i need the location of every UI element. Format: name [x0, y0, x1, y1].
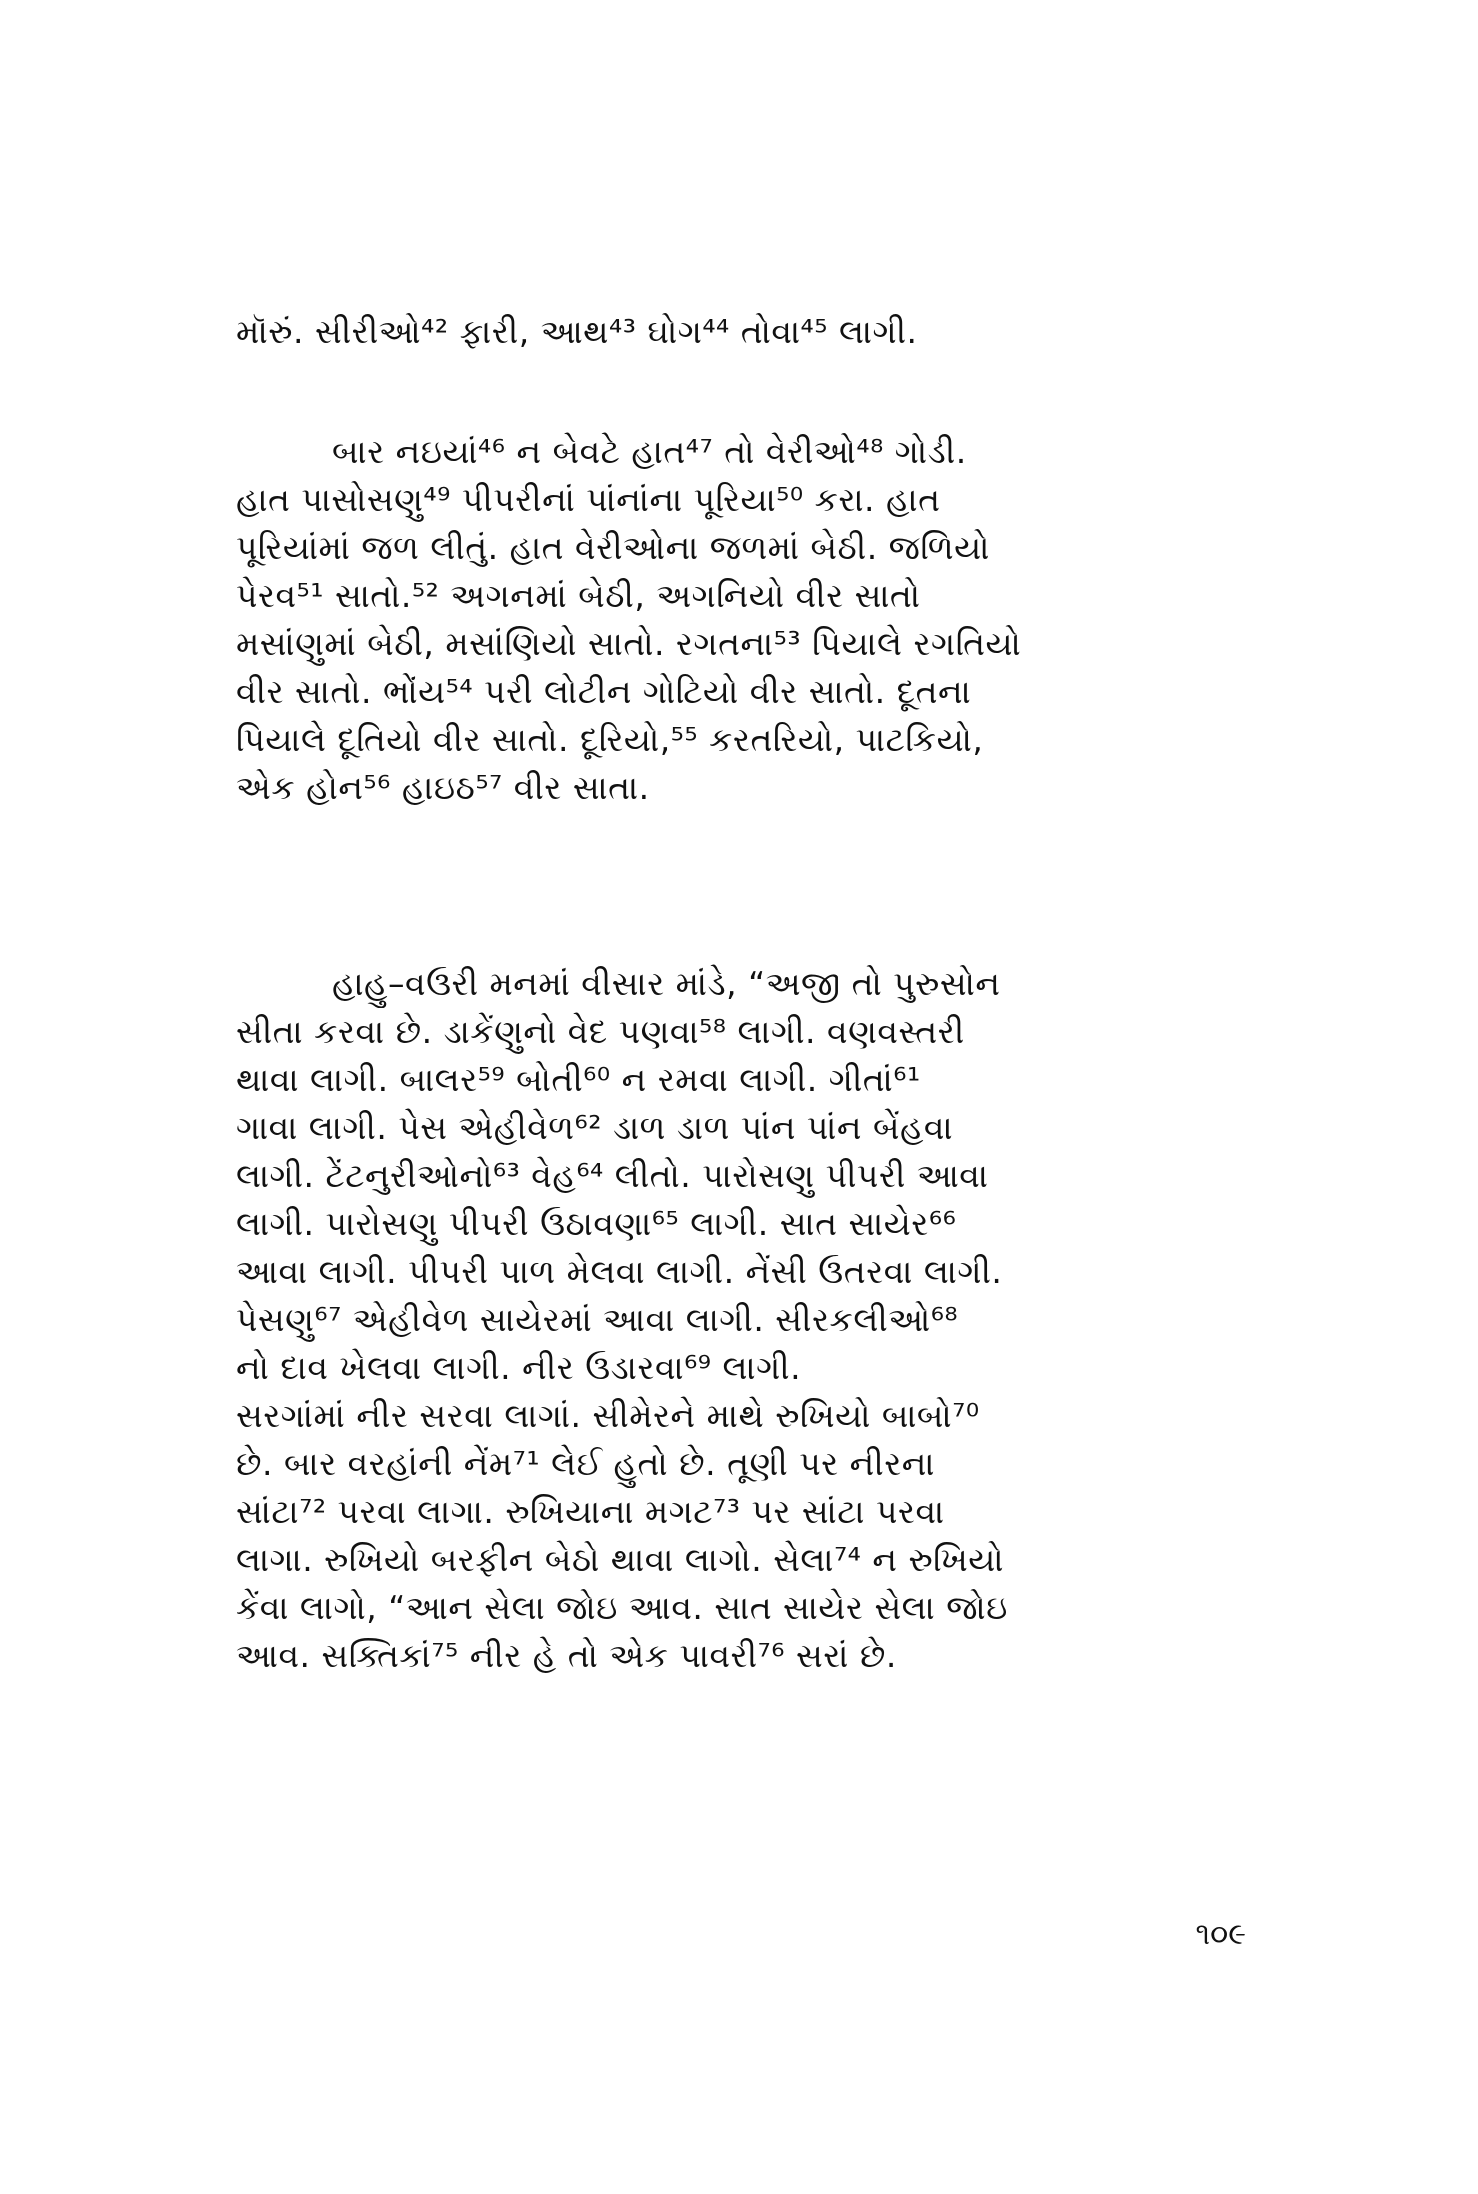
paragraph-line: નો દાવ ખેલવા લાગી. નીર ઉડારવા⁶⁹ લાગી. [236, 1348, 802, 1387]
paragraph-line: એક હોન⁵⁶ હાઇઠ⁵⁷ વીર સાતા. [236, 768, 650, 807]
paragraph-line: પૂરિયાંમાં જળ લીતું. હાત વેરીઓના જળમાં બેઠી. જળિયો [236, 528, 990, 567]
paragraph-line: હાહુ–વઉરી મનમાં વીસાર માંડે, “અજી તો પુરુસોન [332, 964, 1001, 1003]
paragraph-1 [236, 308, 1246, 356]
paragraph-line: પેસણુ⁶⁷ એહીવેળ સાયેરમાં આવા લાગી. સીરકલીઓ⁶⁸ [236, 1300, 959, 1339]
paragraph-line: લાગી. પારોસણુ પીપરી ઉઠાવણા⁶⁵ લાગી. સાત સાયેર⁶⁶ [236, 1204, 957, 1243]
paragraph-line: છે. બાર વરહાંની નેંમ⁷¹ લેઈ હુતો છે. તૂણી પર નીરના [236, 1444, 935, 1483]
paragraph-line: મૉરું. સીરીઓ⁴² ફારી, આથ⁴³ ઘોગ⁴⁴ તોવા⁴⁵ લાગી. [236, 312, 918, 351]
paragraph-2 [236, 428, 1246, 812]
paragraph-line: ગાવા લાગી. પેસ એહીવેળ⁶² ડાળ ડાળ પાંન પાંન બેંહવા [236, 1108, 954, 1147]
paragraph-line: વીર સાતો. ભોંય⁵⁴ પરી લોટીન ગોટિયો વીર સાતો. દૂતના [236, 672, 972, 711]
paragraph-line: મસાંણુમાં બેઠી, મસાંણિયો સાતો. રગતના⁵³ પિયાલે રગતિયો [236, 624, 1022, 663]
paragraph-line: પેરવ⁵¹ સાતો.⁵² અગનમાં બેઠી, અગનિયો વીર સાતો [236, 576, 921, 615]
paragraph-line: હાત પાસોસણુ⁴⁹ પીપરીનાં પાંનાંના પૂરિયા⁵⁰ કરા. હાત [236, 480, 941, 519]
paragraph-line: થાવા લાગી. બાલર⁵⁹ બોતી⁶⁰ ન રમવા લાગી. ગીતાં⁶¹ [236, 1060, 921, 1099]
paragraph-line: આવા લાગી. પીપરી પાળ મેલવા લાગી. નેંસી ઉતરવા લાગી. [236, 1252, 1003, 1291]
paragraph-line: કેંવા લાગો, “આન સેલા જોઇ આવ. સાત સાયેર સેલા જોઇ [236, 1588, 1008, 1627]
paragraph-line: સીતા કરવા છે. ડાકેંણુનો વેદ પણવા⁵⁸ લાગી. વણવસ્તરી [236, 1012, 965, 1051]
paragraph-3 [236, 960, 1246, 1680]
paragraph-line: બાર નઇયાં⁴⁶ ન બેવટે હાત⁴⁷ તો વેરીઓ⁴⁸ ગોડી. [332, 432, 967, 471]
paragraph-line: સાંટા⁷² પરવા લાગા. રુખિયાના મગટ⁷³ પર સાંટા પરવા [236, 1492, 945, 1531]
paragraph-line: લાગી. ટેંટનુરીઓનો⁶³ વેહ⁶⁴ લીતો. પારોસણુ પીપરી આવા [236, 1156, 989, 1195]
page-number: ૧૦૯ [1195, 1917, 1246, 1952]
paragraph-line: સરગાંમાં નીર સરવા લાગાં. સીમેરને માથે રુખિયો બાબો⁷⁰ [236, 1396, 980, 1435]
paragraph-line: લાગા. રુખિયો બરફીન બેઠો થાવા લાગો. સેલા⁷⁴ ન રુખિયો [236, 1540, 1005, 1579]
paragraph-line: આવ. સક્તિકાં⁷⁵ નીર હે તો એક પાવરી⁷⁶ સરાં છે. [236, 1636, 897, 1675]
paragraph-line: પિયાલે દૂતિયો વીર સાતો. દૂરિયો,⁵⁵ કરતરિયો, પાટકિયો, [236, 720, 984, 759]
